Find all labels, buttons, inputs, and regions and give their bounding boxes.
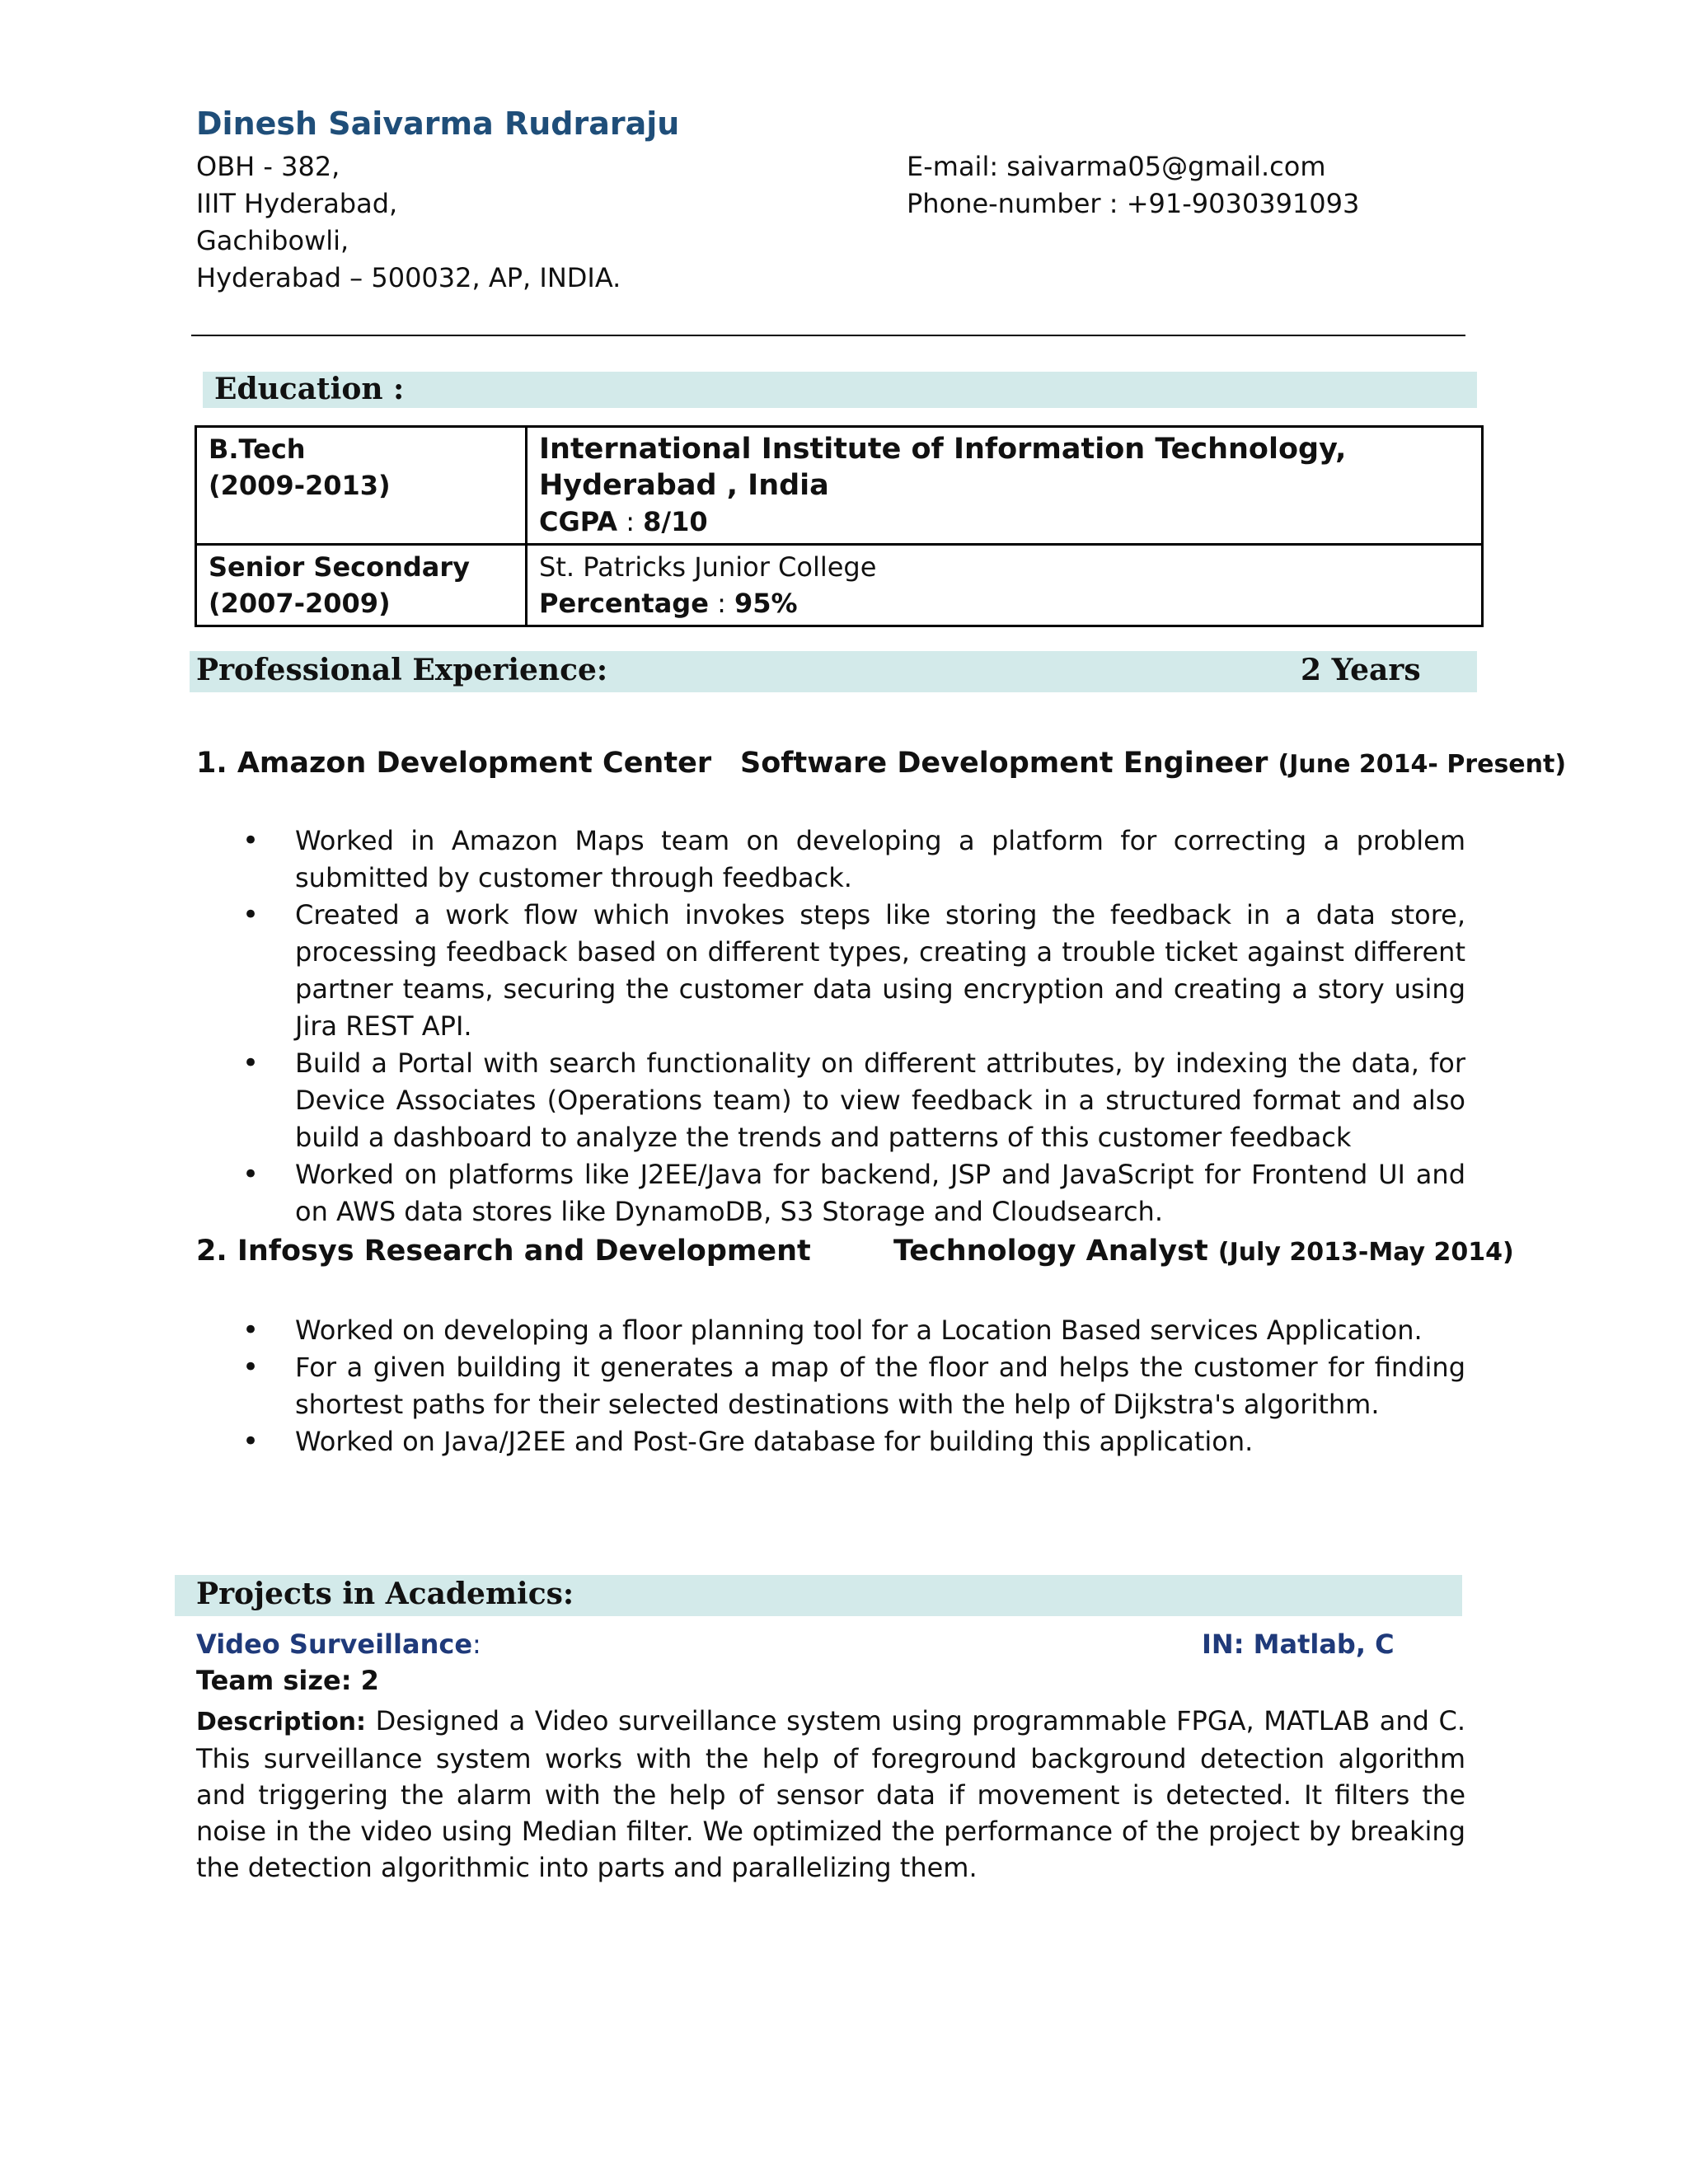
job-bullet-list: [196, 823, 1465, 1230]
score-value: 95%: [734, 588, 798, 619]
degree-years: (2009-2013): [209, 470, 391, 501]
list-item: • Worked on platforms like J2EE/Java for backend, JSP and JavaScript for Frontend UI and on AWS data stores like DynamoDB, S3 Storage and Cloudsearch.: [196, 1156, 1465, 1230]
address-line: Gachibowli,: [196, 225, 349, 256]
project-name-line: [196, 1629, 481, 1660]
degree-name: B.Tech: [209, 434, 306, 465]
project-name-suffix: :: [472, 1629, 481, 1660]
list-item: • Worked in Amazon Maps team on developing a platform for correcting a problem submitted by customer through feedback.: [196, 823, 1465, 897]
job-company: 2. Infosys Research and Development: [196, 1235, 811, 1268]
experience-section-band: [190, 651, 1477, 692]
institution-cell: [527, 427, 1483, 545]
address-line: Hyderabad – 500032, AP, INDIA.: [196, 262, 621, 293]
project-description: [196, 1703, 1465, 1886]
project-name: Video Surveillance: [196, 1629, 473, 1660]
experience-duration: 2 Years: [1301, 653, 1421, 687]
education-table: [195, 425, 1484, 627]
project-team-size: Team size: 2: [196, 1665, 379, 1696]
address-line: IIIT Hyderabad,: [196, 188, 398, 219]
degree-cell: [196, 427, 527, 545]
projects-section-band: [175, 1575, 1462, 1616]
address-block: [196, 148, 621, 297]
degree-name: Senior Secondary: [209, 551, 471, 583]
experience-section-title: Professional Experience:: [196, 653, 608, 687]
job-role: Technology Analyst: [893, 1235, 1208, 1268]
project-tech: IN: Matlab, C: [1202, 1629, 1395, 1660]
score-separator: :: [617, 506, 644, 537]
institution-name: International Institute of Information Technology, Hyderabad , India: [539, 433, 1347, 502]
header-divider: [191, 335, 1465, 336]
projects-section-title: Projects in Academics:: [196, 1577, 574, 1611]
education-section-title: Education :: [214, 372, 405, 406]
job-role: Software Development Engineer: [740, 747, 1268, 780]
description-label: Description:: [196, 1708, 367, 1736]
list-item: • For a given building it generates a map of the floor and helps the customer for finding shortest paths for their selected destinations with the help of Dijkstra's algorithm.: [196, 1349, 1465, 1423]
degree-years: (2007-2009): [209, 588, 391, 619]
score-label: CGPA: [539, 506, 618, 537]
list-item: • Worked on developing a floor planning tool for a Location Based services Application.: [196, 1312, 1465, 1349]
job-period: (June 2014- Present): [1278, 750, 1567, 779]
job-role-line: [893, 1235, 1514, 1268]
contact-block: [907, 148, 1359, 223]
institution-cell: [527, 545, 1483, 626]
job-role-line: [740, 747, 1566, 780]
score-separator: :: [708, 588, 735, 619]
description-text: Designed a Video surveillance system using programmable FPGA, MATLAB and C. This surveillance system works with the help of foreground background detection algorithm and triggering the alarm with the help of sensor data if movement is detected. It filters the noise in the video using Median filter. We optimized the performance of the project by breaking the detection algorithmic into parts and parallelizing them.: [196, 1705, 1465, 1883]
score-value: 8/10: [643, 506, 708, 537]
table-row: [196, 427, 1483, 545]
job-bullet-list: [196, 1312, 1465, 1460]
education-section-band: [203, 372, 1477, 408]
list-item: • Created a work flow which invokes steps like storing the feedback in a data store, processing feedback based on different types, creating a trouble ticket against different partner teams, securing the customer data using encryption and creating a story using Jira REST API.: [196, 897, 1465, 1045]
phone-text: Phone-number : +91-9030391093: [907, 188, 1360, 219]
list-item: • Worked on Java/J2EE and Post-Gre database for building this application.: [196, 1423, 1465, 1460]
candidate-name: Dinesh Saivarma Rudraraju: [196, 105, 680, 142]
job-period: (July 2013-May 2014): [1217, 1238, 1514, 1267]
score-line: [539, 585, 1470, 621]
email-text: E-mail: saivarma05@gmail.com: [907, 151, 1326, 182]
table-row: [196, 545, 1483, 626]
list-item: • Build a Portal with search functionality on different attributes, by indexing the data, for Device Associates (Operations team) to view feedback in a structured format and also build a dashboard to analyze the trends and patterns of this customer feedback: [196, 1045, 1465, 1156]
score-line: [539, 504, 1470, 540]
address-line: OBH - 382,: [196, 151, 340, 182]
degree-cell: [196, 545, 527, 626]
score-label: Percentage: [539, 588, 709, 619]
institution-name: St. Patricks Junior College: [539, 551, 877, 583]
job-company: 1. Amazon Development Center: [196, 747, 712, 780]
